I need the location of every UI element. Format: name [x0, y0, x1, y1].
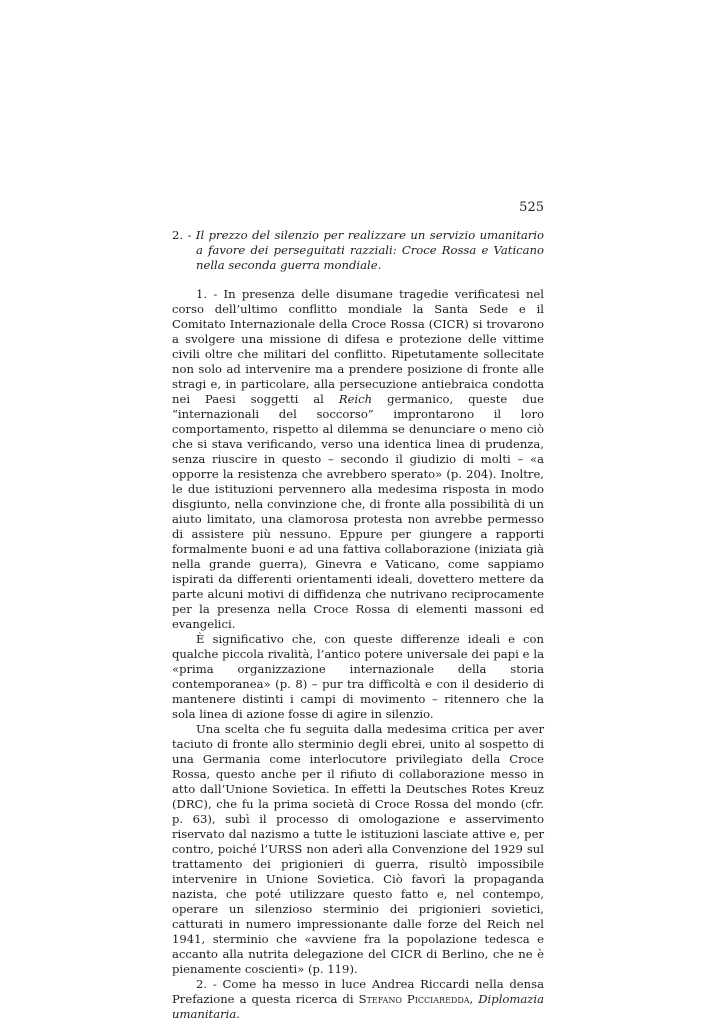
paragraph-3: Una scelta che fu seguita dalla medesima critica per aver taciuto di fronte allo sterminio degli ebrei, unito al sospetto di una Germania come interlocutore privilegiato della Croce Rossa, questo anche per il rifiuto di collaborazione messo in atto dall’Unione Sovietica. In effetti la Deutsches Rotes Kreuz (DRC), che fu la prima società di Croce Rossa del mondo (cfr. p. 63), subì il processo di omologazione e asservimento riservato dal nazismo a tutte le istituzioni lasciate attive e, per contro, poiché l’URSS non aderì alla Convenzione del 1929 sul trattamento dei prigionieri di guerra, risultò impossibile intervenire in Unione Sovietica. Ciò favorì la propaganda nazista, che poté utilizzare questo fatto e, nel contempo, operare un silenzioso sterminio dei prigionieri sovietici, catturati in numero impressionante dalle forze del Reich nel 1941, sterminio che «avviene fra la popolazione tedesca e accanto alla nutrita delegazione del CICR di Berlino, che ne è pienamente coscienti» (p. 119).	[172, 722, 544, 976]
section-title: Il prezzo del silenzio per realizzare un servizio umanitario a favore dei perseguitati razziali: Croce Rossa e Vaticano nella seconda guerra mondiale.	[195, 228, 545, 272]
paragraph-4	[172, 977, 544, 1022]
paragraph-1	[172, 287, 544, 632]
paragraph-2: È significativo che, con queste differenze ideali e con qualche piccola rivalità, l’antico potere universale dei papi e la «prima organizzazione internazionale della storia contemporanea» (p. 8) – pur tra difficoltà e con il desiderio di mantenere distinti i campi di movimento – ritennero che la sola linea di azione fosse di agire in silenzio.	[172, 632, 544, 721]
page-number: 525	[519, 200, 544, 215]
citation-separator: ,	[469, 992, 474, 1006]
article-body	[172, 228, 544, 1022]
paragraph-1-text-b: germanico, queste due “internazionali del soccorso” improntarono il loro comportamento, rispetto al dilemma se denunciare o meno ciò che si stava verificando, verso una identica linea di prudenza, senza riuscire in questo – secondo il giudizio di molti – «a opporre la resistenza che avrebbero sperato» (p. 204). Inoltre, le due istituzioni pervennero alla medesima risposta in modo disgiunto, nella convinzione che, di fronte alla possibilità di un aiuto limitato, una clamorosa protesta non avrebbe permesso di assistere più nessuno. Eppure per giungere a rapporti formalmente buoni e ad una fattiva collaborazione (iniziata già nella grande guerra), Ginevra e Vaticano, come sappiamo ispirati da differenti orientamenti ideali, dovettero mettere da parte alcuni motivi di diffidenza che nutrivano reciprocamente per la presenza nella Croce Rossa di elementi massoni ed evangelici.	[172, 392, 544, 631]
section-number: 2. -	[172, 228, 192, 242]
reich-italic: Reich	[338, 392, 373, 406]
author-name: Stefano Picciaredda	[358, 992, 470, 1006]
paragraph-4-text: 2. - Come ha messo in luce Andrea Riccardi nella densa Prefazione a questa ricerca di	[172, 977, 544, 1006]
paragraph-1-text-a: 1. - In presenza delle disumane tragedie verificatesi nel corso dell’ultimo conflitto mondiale la Santa Sede e il Comitato Internazionale della Croce Rossa (CICR) si trovarono a svolgere una missione di difesa e protezione delle vittime civili oltre che militari del conflitto. Ripetutamente sollecitate non solo ad intervenire ma a prendere posizione di fronte alle stragi e, in particolare, alla persecuzione antiebraica condotta nei Paesi soggetti al	[172, 287, 544, 406]
section-heading	[172, 228, 544, 273]
citation-end: .	[236, 1007, 240, 1021]
book-title: Diplomazia umanitaria	[172, 992, 545, 1021]
